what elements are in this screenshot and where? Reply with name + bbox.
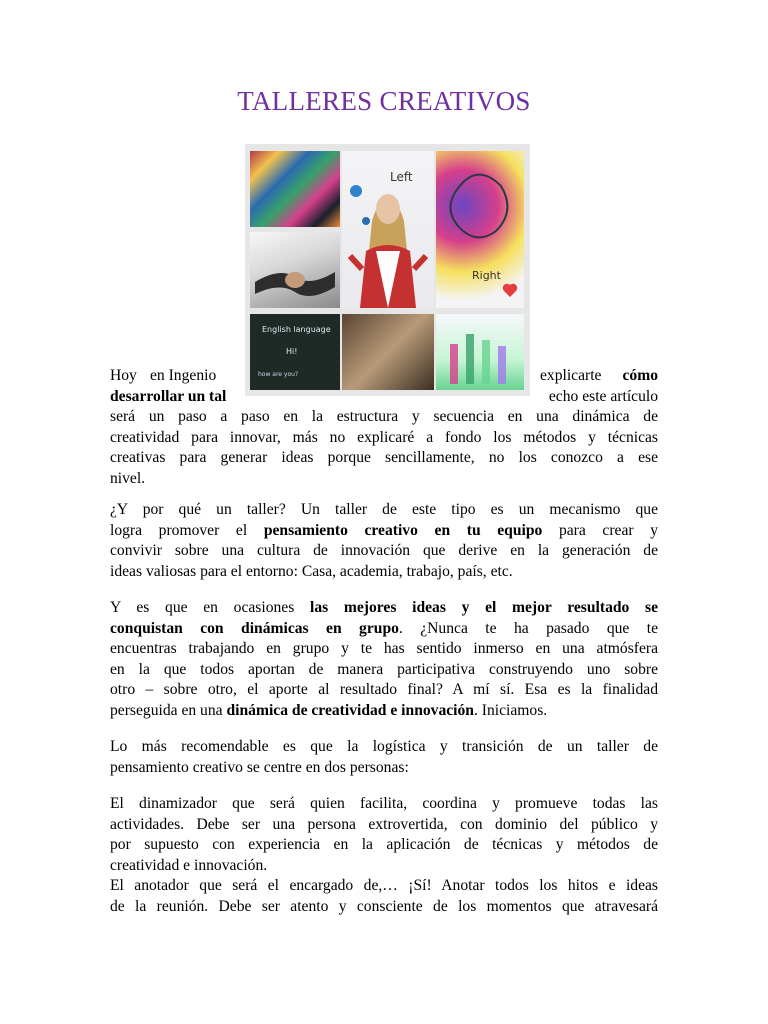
- text-line: Lo más recomendable es que la logística y transición de un taller de: [110, 738, 658, 755]
- svg-text:how are you?: how are you?: [258, 371, 299, 378]
- text-line: convivir sobre una cultura de innovación que derive en la generación de: [110, 542, 658, 560]
- text-line: por supuesto con experiencia en la aplicación de técnicas y métodos de: [110, 836, 658, 854]
- collage-image: [245, 144, 530, 396]
- text-line: actividades. Debe ser una persona extrovertida, con dominio del público y: [110, 815, 658, 833]
- svg-text:Left: Left: [390, 170, 413, 184]
- svg-text:English language: English language: [262, 325, 331, 334]
- text-run: cómo: [622, 367, 658, 384]
- text-line: otro – sobre otro, el aporte al resultado final? A mí sí. Esa es la finalidad: [110, 681, 658, 699]
- text-line: en la que todos aportan de manera participativa construyendo uno sobre: [110, 660, 658, 678]
- text-run: desarrollar un tal: [110, 387, 227, 405]
- text-line: de la reunión. Debe ser atento y consciente de los momentos que atravesará: [110, 897, 658, 915]
- text-line: pensamiento creativo se centre en dos personas:: [110, 758, 409, 776]
- text-run: Hoy: [110, 367, 137, 384]
- paragraph-group-dynamics: [110, 598, 658, 722]
- paragraph-intro: [110, 366, 658, 490]
- text-line: ideas valiosas para el entorno: Casa, academia, trabajo, país, etc.: [110, 562, 513, 580]
- text-line: El anotador que será el encargado de,… ¡Sí! Anotar todos los hitos e ideas: [110, 877, 658, 895]
- text-line: perseguida en una dinámica de creatividad e innovación. Iniciamos.: [110, 701, 548, 719]
- text-line: creatividad e innovación.: [110, 856, 268, 874]
- svg-text:Right: Right: [472, 269, 501, 282]
- handshake-icon: [250, 232, 340, 308]
- svg-text:Hi!: Hi!: [286, 347, 298, 356]
- paragraph-roles: [110, 794, 658, 918]
- text-line: encuentras trabajando en grupo y te has sentido inmerso en una atmósfera: [110, 640, 658, 658]
- text-run: explicarte: [540, 367, 602, 384]
- text-run: echo este artículo: [548, 387, 658, 405]
- text-line: será un paso a paso en la estructura y secuencia en una dinámica de: [110, 408, 658, 426]
- abstract-art-icon: [250, 151, 340, 227]
- text-line: ¿Y por qué un taller? Un taller de este tipo es un mecanismo que: [110, 501, 658, 518]
- paragraph-why-workshop: [110, 500, 658, 582]
- text-line: El dinamizador que será quien facilita, coordina y promueve todas las: [110, 795, 658, 812]
- text-line: conquistan con dinámicas en grupo. ¿Nunca te ha pasado que te: [110, 619, 659, 637]
- text-line: Y es que en ocasiones las mejores ideas y el mejor resultado se: [110, 599, 659, 616]
- text-line: creativas para generar ideas porque sencillamente, no los conozco a ese: [110, 449, 658, 467]
- paragraph-two-people: [110, 737, 658, 778]
- woman-portrait-icon: [342, 151, 434, 308]
- text-run: en Ingenio: [150, 367, 217, 384]
- page-title: TALLERES CREATIVOS: [237, 86, 531, 116]
- text-line: creatividad para innovar, más no explicaré a fondo los métodos y técnicas: [110, 428, 658, 446]
- brain-icon: [436, 151, 524, 308]
- text-line: logra promover el pensamiento creativo en tu equipo para crear y: [110, 521, 659, 539]
- text-line: nivel.: [110, 469, 146, 487]
